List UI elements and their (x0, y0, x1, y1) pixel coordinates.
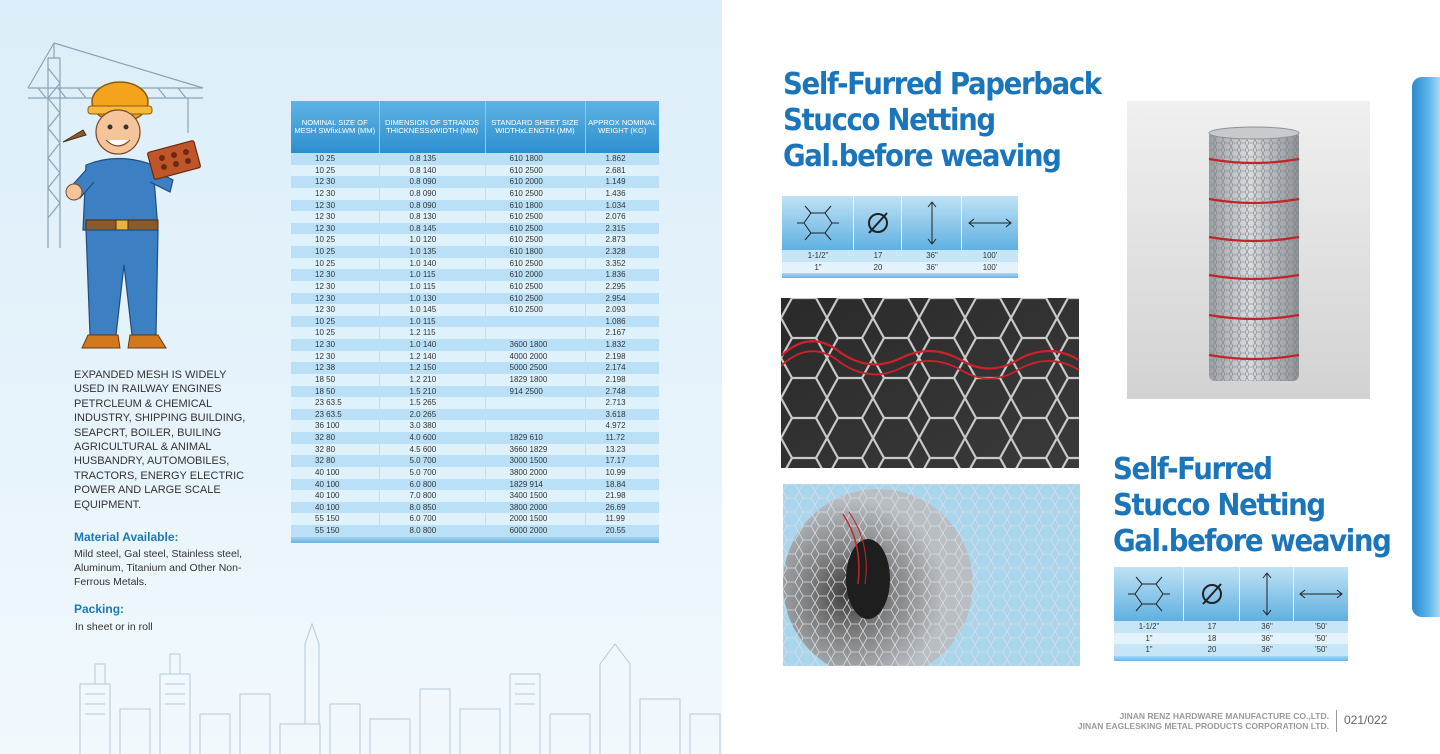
table-cell: 18 50 (291, 374, 379, 386)
product2-title-line: Gal.before weaving (1113, 524, 1391, 559)
table-cell: 610 1800 (485, 246, 585, 258)
table-cell: 20.55 (605, 526, 626, 536)
product2-table-footer (1114, 656, 1348, 661)
table-cell: 610 2500 (485, 234, 585, 246)
product2-title-line: Self-Furred (1113, 452, 1272, 487)
table-cell: 26.69 (605, 502, 626, 512)
table-cell: 610 1800 (485, 200, 585, 212)
header-sheet-size: STANDARD SHEET SIZE WIDTHxLENGTH (MM) (485, 101, 585, 153)
table-cell: 1.0 115 (379, 281, 485, 293)
product1-table-footer (782, 273, 1018, 278)
product1-title-line: Self-Furred Paperback (783, 67, 1101, 102)
product1-spec-table (782, 196, 1018, 278)
table-cell: 2.315 (605, 223, 626, 233)
table-cell: 10 25 (291, 165, 379, 177)
table-row (291, 490, 659, 502)
table-row (291, 386, 659, 398)
table-cell: 1.0 140 (379, 339, 485, 351)
table-cell: 10 25 (291, 246, 379, 258)
table-cell: 8.0 850 (379, 502, 485, 514)
product2-title (1113, 452, 1390, 560)
table-cell: 3.352 (605, 258, 626, 268)
table-cell: 1.5 210 (379, 386, 485, 398)
table-cell: 1.0 120 (379, 234, 485, 246)
product1-title (783, 67, 1101, 175)
table-cell: 11.99 (605, 514, 625, 524)
table-cell: 1.0 115 (379, 269, 485, 281)
table-cell: 12 38 (291, 362, 379, 374)
spec-cell: 36" (1261, 645, 1273, 654)
table-cell: 1.0 130 (379, 293, 485, 305)
table-cell: 0.8 090 (379, 188, 485, 200)
spec-cell: 20 (873, 262, 883, 272)
table-cell: 8.0 800 (379, 525, 485, 537)
table-cell (485, 327, 585, 339)
spec-cell: 17 (1207, 622, 1217, 631)
packing-title: Packing: (74, 602, 125, 616)
packing-text: In sheet or in roll (75, 621, 153, 633)
table-cell: 1.149 (605, 177, 626, 187)
header-weight: APPROX NOMINAL WEIGHT (KG) (585, 101, 659, 153)
table-cell: 610 2500 (485, 223, 585, 235)
table-cell: 2.198 (605, 351, 626, 361)
table-cell: 1.5 265 (379, 397, 485, 409)
company-names (1078, 711, 1329, 731)
spec-cell: 100' (982, 262, 998, 272)
product2-title-line: Stucco Netting (1113, 488, 1325, 523)
table-cell: 2000 1500 (485, 513, 585, 525)
usage-description: EXPANDED MESH IS WIDELY USED IN RAILWAY ENGINES PETRCLEUM & CHEMICAL INDUSTRY, SHIPPING BUILDING, SEAPCRT, BOILER, BUILING AGRICULTURAL & ANIMAL HUSBANDRY, AUTOMOBILES, TRACTORS, ENERGY ELECTRIC POWER AND LARGE SCALE EQUIPMENT. (74, 369, 246, 511)
table-cell: 610 2500 (485, 165, 585, 177)
table-cell: 12 30 (291, 269, 379, 281)
table-cell (485, 316, 585, 328)
table-cell: 1.2 115 (379, 327, 485, 339)
hexagon-mesh-icon (1114, 567, 1184, 621)
table-cell: 0.8 090 (379, 200, 485, 212)
table-row (291, 281, 659, 293)
table-cell: 12 30 (291, 293, 379, 305)
table-row (291, 188, 659, 200)
table-cell: 610 2500 (485, 304, 585, 316)
hexagon-mesh-icon (782, 196, 854, 250)
table-row (291, 339, 659, 351)
table-cell: 36 100 (291, 420, 379, 432)
wire-diameter-icon (854, 196, 902, 250)
table-cell: 1.436 (605, 188, 626, 198)
table-cell: 23 63.5 (291, 409, 379, 421)
table-cell: 1.0 140 (379, 258, 485, 270)
table-cell: 2.681 (605, 165, 626, 175)
table-cell: 5.0 700 (379, 467, 485, 479)
spec-cell: 1" (1145, 645, 1153, 654)
table-cell: 610 2000 (485, 176, 585, 188)
table-row (291, 444, 659, 456)
table-cell: 12 30 (291, 200, 379, 212)
table-cell (485, 397, 585, 409)
table-cell: 2.713 (605, 398, 626, 408)
table-cell: 18 50 (291, 386, 379, 398)
table-row (291, 513, 659, 525)
table-cell: 2.954 (605, 293, 626, 303)
table-cell: 10.99 (605, 467, 626, 477)
table-cell: 12 30 (291, 188, 379, 200)
table-row (291, 304, 659, 316)
table-cell: 610 2500 (485, 258, 585, 270)
table-cell: 7.0 800 (379, 490, 485, 502)
table-cell (485, 420, 585, 432)
table-cell: 21.98 (605, 491, 626, 501)
spec-cell: '50' (1315, 645, 1327, 654)
spec-row (1114, 644, 1348, 656)
company-name-1: JINAN RENZ HARDWARE MANUFACTURE CO.,LTD. (1119, 711, 1329, 721)
table-cell: 1.0 135 (379, 246, 485, 258)
table-row (291, 316, 659, 328)
spec-cell: 1-1/2" (807, 251, 829, 260)
table-cell: 2.076 (605, 212, 626, 222)
table-cell (485, 409, 585, 421)
header-mesh-size: NOMINAL SIZE OF MESH SWfixLWM (MM) (291, 101, 379, 153)
table-row (291, 525, 659, 537)
table-cell: 3.0 380 (379, 420, 485, 432)
table-cell: 0.8 140 (379, 165, 485, 177)
table-row (291, 200, 659, 212)
spec-cell: '50' (1315, 633, 1327, 643)
table-cell: 1829 610 (485, 432, 585, 444)
table-cell: 0.8 145 (379, 223, 485, 235)
mesh-roll-closeup-photo (783, 484, 1080, 666)
table-cell: 4000 2000 (485, 351, 585, 363)
table-cell: 1.2 210 (379, 374, 485, 386)
footer-divider (1336, 710, 1337, 732)
spec-row (1114, 633, 1348, 645)
table-cell: 0.8 135 (379, 153, 485, 165)
product1-icon-header (782, 196, 1018, 250)
table-cell: 55 150 (291, 525, 379, 537)
spec-cell: 100' (982, 251, 998, 260)
table-cell: 12 30 (291, 223, 379, 235)
table-cell: 6000 2000 (485, 525, 585, 537)
company-name-2: JINAN EAGLESKING METAL PRODUCTS CORPORATION LTD. (1077, 721, 1329, 731)
table-cell: 3000 1500 (485, 455, 585, 467)
table-cell: 23 63.5 (291, 397, 379, 409)
table-footer-bar (291, 537, 659, 543)
table-cell: 610 2500 (485, 211, 585, 223)
table-cell: 5000 2500 (485, 362, 585, 374)
spec-cell: 17 (873, 251, 883, 260)
table-cell: 12 30 (291, 176, 379, 188)
spec-cell: 1" (1145, 633, 1153, 643)
table-cell: 6.0 800 (379, 479, 485, 491)
table-cell: 1.0 115 (379, 316, 485, 328)
spec-cell: '50' (1315, 622, 1327, 631)
red-wire-mesh-photo (781, 298, 1079, 468)
table-cell: 2.093 (605, 305, 626, 315)
table-row (291, 153, 659, 165)
table-row (291, 467, 659, 479)
table-cell: 12 30 (291, 339, 379, 351)
table-row (291, 397, 659, 409)
table-row (291, 455, 659, 467)
table-cell: 32 80 (291, 432, 379, 444)
city-skyline-illustration (0, 614, 722, 754)
wire-diameter-icon (1184, 567, 1240, 621)
table-row (291, 293, 659, 305)
table-cell: 40 100 (291, 479, 379, 491)
width-arrow-icon (902, 196, 962, 250)
header-strand-dimension: DIMENSION OF STRANDS THICKNESSxWIDTH (MM) (379, 101, 485, 153)
table-row (291, 234, 659, 246)
table-cell: 1.034 (605, 200, 626, 210)
table-cell: 12 30 (291, 211, 379, 223)
table-cell: 3400 1500 (485, 490, 585, 502)
table-cell: 2.198 (605, 374, 626, 384)
spec-cell: 1-1/2" (1138, 622, 1160, 631)
spec-cell: 18 (1207, 633, 1217, 643)
table-cell: 1.2 140 (379, 351, 485, 363)
spec-cell: 20 (1207, 645, 1217, 654)
spec-cell: 36" (926, 251, 938, 260)
table-cell: 17.17 (605, 456, 626, 466)
table-cell: 10 25 (291, 153, 379, 165)
table-cell: 40 100 (291, 502, 379, 514)
width-arrow-icon (1240, 567, 1294, 621)
table-cell: 1.2 150 (379, 362, 485, 374)
table-cell: 40 100 (291, 467, 379, 479)
product1-title-line: Gal.before weaving (783, 139, 1061, 174)
table-cell: 1829 1800 (485, 374, 585, 386)
table-cell: 12 30 (291, 351, 379, 363)
table-cell: 1.862 (605, 154, 626, 164)
material-text: Mild steel, Gal steel, Stainless steel, Aluminum, Titanium and Other Non-Ferrous Metals. (74, 548, 243, 588)
table-row (291, 432, 659, 444)
table-cell: 610 2500 (485, 293, 585, 305)
table-cell: 5.0 700 (379, 455, 485, 467)
table-row (291, 362, 659, 374)
table-cell: 3660 1829 (485, 444, 585, 456)
table-row (291, 351, 659, 363)
table-row (291, 258, 659, 270)
table-cell: 4.972 (605, 421, 626, 431)
table-cell: 3.618 (605, 409, 626, 419)
table-cell: 2.328 (605, 247, 626, 257)
table-cell: 0.8 130 (379, 211, 485, 223)
table-cell: 914 2500 (485, 386, 585, 398)
spec-cell: 1" (814, 262, 822, 272)
spec-cell: 36" (1261, 622, 1273, 631)
table-row (291, 223, 659, 235)
table-cell: 1829 914 (485, 479, 585, 491)
table-row (291, 176, 659, 188)
table-row (291, 420, 659, 432)
table-cell: 610 1800 (485, 153, 585, 165)
spec-cell: 36" (1261, 633, 1273, 643)
table-cell: 55 150 (291, 513, 379, 525)
table-cell: 32 80 (291, 455, 379, 467)
product1-rows (782, 250, 1018, 273)
product2-rows (1114, 621, 1348, 656)
table-cell: 4.5 600 (379, 444, 485, 456)
page-edge-tab (1412, 77, 1440, 617)
product2-spec-table (1114, 567, 1348, 661)
spec-cell: 36" (926, 262, 938, 272)
table-row (291, 269, 659, 281)
table-cell: 0.8 090 (379, 176, 485, 188)
table-cell: 13.23 (605, 444, 626, 454)
table-cell: 2.748 (605, 386, 626, 396)
table-cell: 1.832 (605, 340, 626, 350)
table-row (291, 409, 659, 421)
page-number: 021/022 (1344, 713, 1388, 727)
table-cell: 10 25 (291, 327, 379, 339)
table-row (291, 246, 659, 258)
length-arrow-icon (1294, 567, 1348, 621)
table-cell: 2.174 (605, 363, 626, 373)
table-cell: 2.295 (605, 281, 626, 291)
table-cell: 610 2500 (485, 188, 585, 200)
material-title: Material Available: (74, 530, 179, 544)
length-arrow-icon (962, 196, 1018, 250)
table-row (291, 479, 659, 491)
table-cell: 10 25 (291, 234, 379, 246)
table-cell: 12 30 (291, 304, 379, 316)
table-cell: 10 25 (291, 258, 379, 270)
table-row (291, 211, 659, 223)
table-cell: 3600 1800 (485, 339, 585, 351)
table-cell: 610 2500 (485, 281, 585, 293)
spec-row (1114, 621, 1348, 633)
table-cell: 3800 2000 (485, 467, 585, 479)
expanded-mesh-spec-table (291, 101, 659, 543)
table-cell: 18.84 (605, 479, 626, 489)
table-cell: 2.0 265 (379, 409, 485, 421)
table-cell: 11.72 (605, 433, 625, 443)
table-row (291, 327, 659, 339)
construction-worker-illustration (58, 70, 208, 360)
spec-row (782, 250, 1018, 262)
spec-row (782, 262, 1018, 274)
table-cell: 4.0 600 (379, 432, 485, 444)
table-cell: 610 2000 (485, 269, 585, 281)
table-row (291, 165, 659, 177)
table-cell: 3800 2000 (485, 502, 585, 514)
product1-title-line: Stucco Netting (783, 103, 995, 138)
table-cell: 1.0 145 (379, 304, 485, 316)
table-cell: 2.873 (605, 235, 626, 245)
table-cell: 2.167 (605, 328, 626, 338)
table-cell: 6.0 700 (379, 513, 485, 525)
table-cell: 32 80 (291, 444, 379, 456)
product2-icon-header (1114, 567, 1348, 621)
table-cell: 1.086 (605, 316, 626, 326)
table-cell: 1.836 (605, 270, 626, 280)
table-row (291, 502, 659, 514)
spec-table-body (291, 153, 659, 537)
table-cell: 10 25 (291, 316, 379, 328)
table-row (291, 374, 659, 386)
paperback-roll-photo (1127, 101, 1370, 399)
table-cell: 12 30 (291, 281, 379, 293)
table-cell: 40 100 (291, 490, 379, 502)
